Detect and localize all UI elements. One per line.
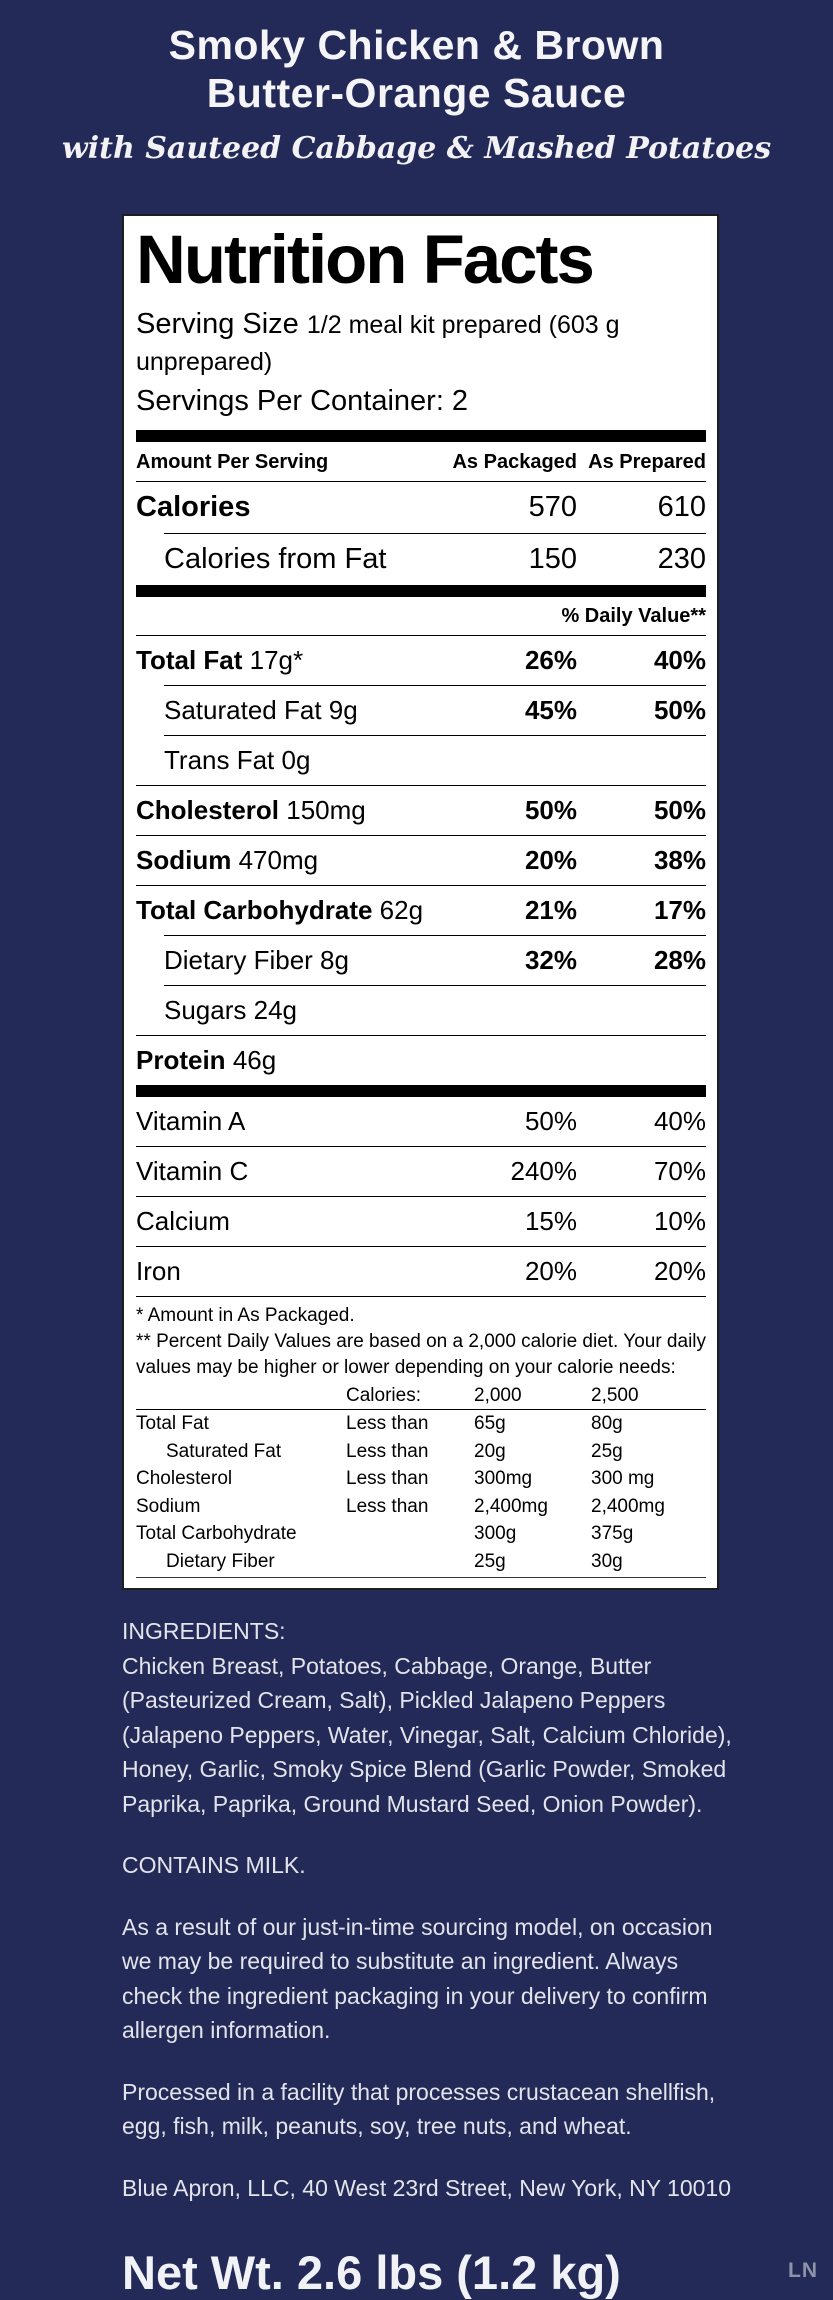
vitamin-label: Iron: [136, 1255, 181, 1286]
nutrient-row-cholesterol: [136, 785, 706, 835]
as-prepared-value: 10%: [653, 1205, 706, 1236]
as-prepared-value: 28%: [653, 944, 706, 975]
daily-value-header: % Daily Value**: [136, 597, 706, 636]
nutrient-amount: 17g*: [249, 644, 304, 675]
as-packaged-value: 15%: [524, 1205, 577, 1236]
as-prepared-value: 40%: [653, 1105, 706, 1136]
watermark-initials: LN: [788, 2259, 818, 2282]
thick-divider: [136, 430, 706, 442]
daily-value-table-row: Cholesterol Less than 300mg 300 mg: [136, 1468, 655, 1490]
calories-2500-header: 2,500: [591, 1384, 639, 1406]
as-prepared-value: 610: [657, 490, 706, 523]
nutrient-row-total-fat: [136, 636, 706, 685]
daily-value-table-row: Total Carbohydrate 300g 375g: [136, 1523, 634, 1545]
as-packaged-value: 32%: [524, 944, 577, 975]
thick-divider: [136, 1085, 706, 1097]
daily-value-table-header: [136, 1382, 706, 1411]
as-prepared-value: 20%: [653, 1255, 706, 1286]
vitamin-row-vitamin-c: [136, 1146, 706, 1196]
as-packaged-value: 150: [528, 542, 577, 575]
as-prepared-value: 50%: [653, 794, 706, 825]
nutrient-amount: 470mg: [238, 844, 319, 875]
as-prepared-value: 230: [657, 542, 706, 575]
as-prepared-value: 70%: [653, 1155, 706, 1186]
nutrient-row-calories-from-fat: [164, 533, 706, 585]
as-packaged-header: As Packaged: [452, 450, 577, 473]
substitution-note: As a result of our just-in-time sourcing model, on occasion we may be required to substitute an ingredient. Always check the ingredient packaging in your delivery to confirm allergen information.: [122, 1913, 713, 2044]
nutrient-row-dietary-fiber: [164, 935, 706, 985]
vitamin-row-vitamin-a: [136, 1097, 706, 1146]
thick-divider: [136, 585, 706, 597]
serving-size: [136, 306, 706, 379]
meal-header: [0, 0, 833, 166]
as-packaged-value: 50%: [524, 794, 577, 825]
nutrition-panel: [122, 214, 719, 1590]
as-prepared-value: 50%: [653, 694, 706, 725]
nutrition-facts-title: Nutrition Facts: [136, 220, 593, 298]
vitamin-row-calcium: [136, 1196, 706, 1246]
nutrient-amount: Trans Fat 0g: [164, 744, 311, 775]
calories-column-label: Calories:: [346, 1384, 421, 1406]
nutrient-amount: 46g: [232, 1044, 277, 1075]
contains-statement: CONTAINS MILK.: [122, 1852, 306, 1879]
meal-title-line1: Smoky Chicken & Brown: [168, 22, 665, 68]
nutrient-amount: Dietary Fiber 8g: [164, 944, 349, 975]
nutrient-amount: Sugars 24g: [164, 994, 297, 1025]
nutrient-row-saturated-fat: [164, 685, 706, 735]
daily-value-table-row: Dietary Fiber 25g 30g: [166, 1550, 623, 1572]
nutrient-amount: 62g: [379, 894, 424, 925]
serving-size-value: 1/2 meal kit prepared (603 g unprepared): [136, 311, 620, 376]
as-packaged-value: 50%: [524, 1105, 577, 1136]
calories-2000-header: 2,000: [474, 1384, 522, 1406]
meal-subtitle: with Sauteed Cabbage & Mashed Potatoes: [61, 130, 772, 166]
footnotes: [136, 1296, 706, 1382]
nutrient-label: Protein: [136, 1044, 226, 1075]
nutrient-row-protein: [136, 1035, 706, 1085]
footnote-daily-values: ** Percent Daily Values are based on a 2,000 calorie diet. Your daily values may be higher or lower depending on your calorie needs:: [136, 1331, 707, 1379]
daily-value-table-row: Total Fat Less than 65g 80g: [136, 1413, 623, 1435]
daily-value-table: [136, 1382, 706, 1579]
vitamin-row-iron: [136, 1246, 706, 1296]
as-prepared-header: As Prepared: [588, 450, 706, 473]
nutrient-label: Calories: [136, 490, 251, 523]
nutrient-label: Total Carbohydrate: [136, 894, 373, 925]
facility-note: Processed in a facility that processes crustacean shellfish, egg, fish, milk, peanuts, soy, tree nuts, and wheat.: [122, 2078, 716, 2140]
company-address: Blue Apron, LLC, 40 West 23rd Street, New York, NY 10010: [122, 2174, 732, 2201]
as-prepared-value: 40%: [653, 644, 706, 675]
net-weight: Net Wt. 2.6 lbs (1.2 kg): [122, 2246, 621, 2300]
as-packaged-value: 21%: [524, 894, 577, 925]
serving-size-label: Serving Size: [136, 308, 299, 341]
daily-value-table-row: Sodium Less than 2,400mg 2,400mg: [136, 1495, 665, 1517]
nutrient-row-calories: [136, 482, 706, 533]
ingredients-heading: INGREDIENTS:: [122, 1618, 286, 1645]
nutrient-row-sodium: [136, 835, 706, 885]
as-packaged-value: 20%: [524, 844, 577, 875]
nutrient-row-sugars: [164, 985, 706, 1035]
as-packaged-value: 20%: [524, 1255, 577, 1286]
vitamin-label: Vitamin A: [136, 1105, 246, 1136]
daily-value-table-row: Saturated Fat Less than 20g 25g: [166, 1440, 623, 1462]
nutrient-row-trans-fat: [164, 735, 706, 785]
as-packaged-value: 240%: [510, 1155, 577, 1186]
as-packaged-value: 26%: [524, 644, 577, 675]
lower-text: [122, 1614, 732, 2205]
nutrient-label: Cholesterol: [136, 794, 280, 825]
nutrient-row-total-carbohydrate: [136, 885, 706, 935]
ingredients-body: Chicken Breast, Potatoes, Cabbage, Orange, Butter (Pasteurized Cream, Salt), Pickled Jalapeno Peppers (Jalapeno Peppers, Water, Vinegar, Salt, Calcium Chloride), Honey, Garlic, Smoky Spice Blend (Garlic Powder, Smoked Paprika, Paprika, Ground Mustard Seed, Onion Powder).: [122, 1652, 732, 1817]
as-packaged-value: 570: [528, 490, 577, 523]
servings-per-container: Servings Per Container: 2: [136, 384, 469, 417]
nutrient-amount: Calories from Fat: [164, 542, 387, 575]
nutrient-label: Total Fat: [136, 644, 243, 675]
as-prepared-value: 38%: [653, 844, 706, 875]
meal-title: [0, 22, 833, 118]
as-prepared-value: 17%: [653, 894, 706, 925]
footnote-amount: * Amount in As Packaged.: [136, 1304, 355, 1326]
nutrient-amount: Saturated Fat 9g: [164, 694, 358, 725]
as-packaged-value: 45%: [524, 694, 577, 725]
vitamin-label: Calcium: [136, 1205, 230, 1236]
column-headers: [136, 442, 706, 482]
amount-per-serving-header: Amount Per Serving: [136, 450, 329, 473]
meal-title-line2: Butter-Orange Sauce: [206, 69, 627, 116]
vitamin-label: Vitamin C: [136, 1155, 249, 1186]
ingredients: [122, 1614, 732, 1821]
nutrient-amount: 150mg: [286, 794, 366, 825]
nutrient-label: Sodium: [136, 844, 232, 875]
